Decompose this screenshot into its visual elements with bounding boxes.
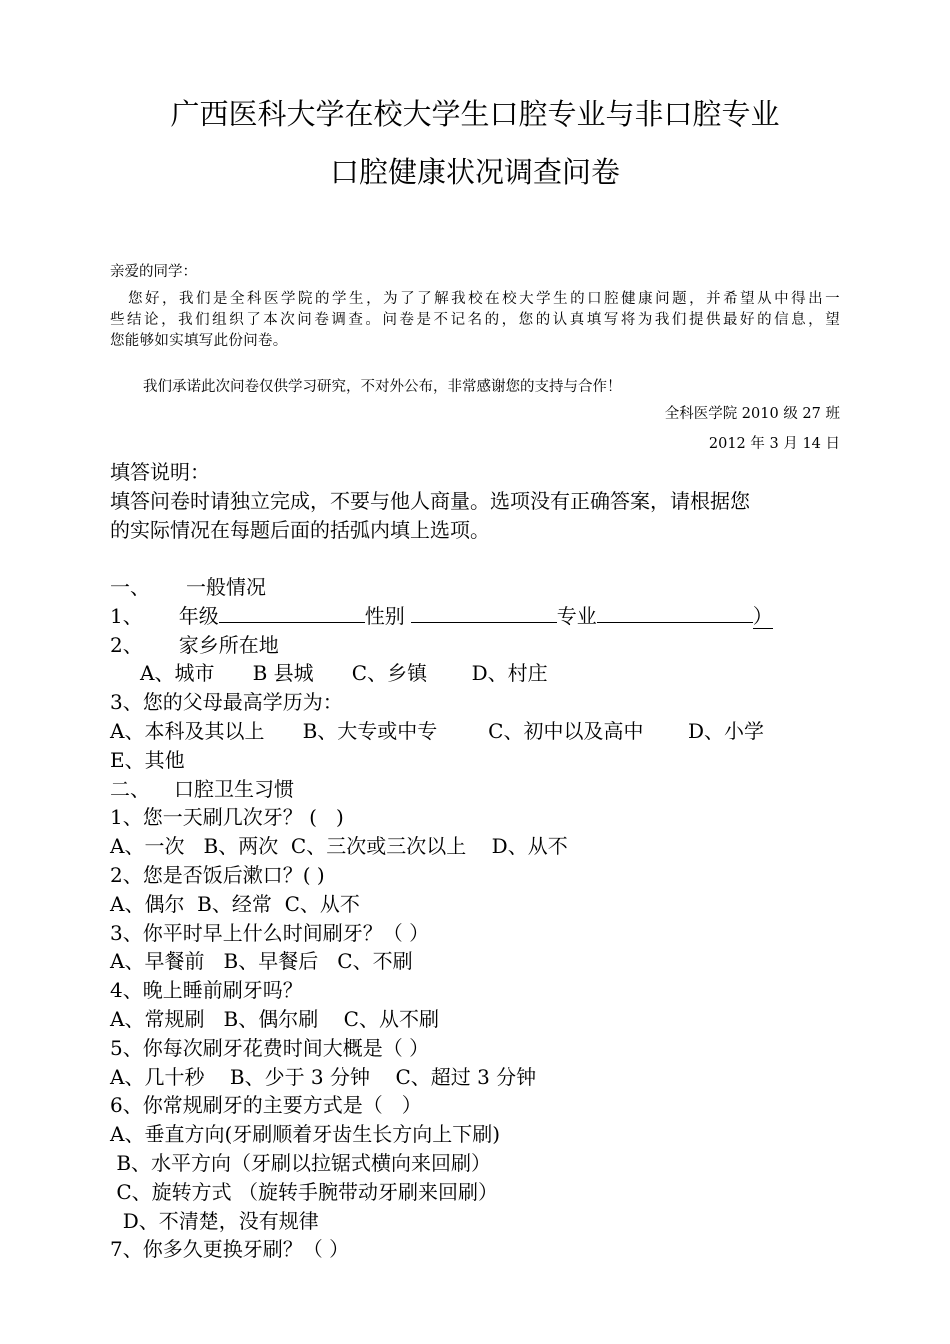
education-options-line2: E、其他 <box>110 747 185 772</box>
grade-blank[interactable] <box>219 602 365 623</box>
hometown-label: 家乡所在地 <box>178 632 279 657</box>
options-line: A、早餐前 B、早餐后 C、不刷 <box>110 949 413 974</box>
major-blank[interactable] <box>597 602 753 623</box>
greeting: 亲爱的同学： <box>110 264 197 280</box>
section1-title: 一般情况 <box>186 575 266 599</box>
options-line: A、几十秒 B、少于 3 分钟 C、超过 3 分钟 <box>110 1064 537 1089</box>
question-3-line: 3、您的父母最高学历为： <box>110 690 343 715</box>
gender-label: 性别 <box>364 603 405 628</box>
question-number: 2、 <box>110 632 143 657</box>
signature: 全科医学院 2010 级 27 班 <box>664 406 840 422</box>
instructions-heading: 填答说明： <box>110 460 210 484</box>
intro-paragraph <box>110 289 840 352</box>
question-line: 5、你每次刷牙花费时间大概是（ ） <box>110 1035 430 1060</box>
options-line: A、垂直方向(牙刷顺着牙齿生长方向上下刷) <box>110 1122 501 1147</box>
closing-paren: ） <box>752 603 773 628</box>
section2-number: 二、 <box>110 776 150 801</box>
instructions-line: 的实际情况在每题后面的括弧内填上选项。 <box>110 517 490 542</box>
options-line: C、旋转方式 （旋转手腕带动牙刷来回刷） <box>110 1179 499 1204</box>
instructions-line: 填答问卷时请独立完成，不要与他人商量。选项没有正确答案，请根据您 <box>110 488 750 513</box>
question-line: 7、你多久更换牙刷？（ ） <box>110 1237 350 1262</box>
section-general <box>110 573 840 1264</box>
question-2-line <box>110 631 840 660</box>
options-line: B、水平方向（牙刷以拉锯式横向来回刷） <box>110 1150 492 1175</box>
intro-paragraph-line: 些结论，我们组织了本次问卷调查。问卷是不记名的，您的认真填写将为我们提供最好的信息，望 <box>110 312 840 328</box>
question-line: 6、你常规刷牙的主要方式是（ ） <box>110 1093 422 1118</box>
date: 2012 年 3 月 14 日 <box>708 436 840 452</box>
options-line: D、不清楚，没有规律 <box>110 1208 319 1233</box>
intro-paragraph-line: 您好，我们是全科医学院的学生，为了了解我校在校大学生的口腔健康问题，并希望从中得出一 <box>128 291 840 307</box>
question-1-line <box>110 602 840 631</box>
question-number: 1、 <box>110 603 143 628</box>
options-line: A、常规刷 B、偶尔刷 C、从不刷 <box>110 1006 439 1031</box>
section1-number: 一、 <box>110 575 150 599</box>
education-options-line1: A、本科及其以上 B、大专或中专 C、初中以及高中 D、小学 <box>110 718 764 743</box>
promise-text: 我们承诺此次问卷仅供学习研究，不对外公布，非常感谢您的支持与合作！ <box>143 379 622 395</box>
hometown-options: A、城市 B 县城 C、乡镇 D、村庄 <box>140 661 548 686</box>
section1-heading <box>110 573 840 602</box>
major-label: 专业 <box>556 603 597 628</box>
section2-heading <box>110 775 840 804</box>
grade-label: 年级 <box>178 603 219 628</box>
section2-title: 口腔卫生习惯 <box>174 776 294 801</box>
document-title-line1: 广西医科大学在校大学生口腔专业与非口腔专业 <box>170 97 780 131</box>
gender-blank[interactable] <box>411 602 557 623</box>
intro-paragraph-line: 您能够如实填写此份问卷。 <box>110 333 288 349</box>
instructions <box>110 458 840 544</box>
question-line: 3、你平时早上什么时间刷牙？（ ） <box>110 920 430 945</box>
question-line: 2、您是否饭后漱口？( ) <box>110 862 325 887</box>
options-line: A、一次 B、两次 C、三次或三次以上 D、从不 <box>110 834 568 859</box>
question-line: 4、晚上睡前刷牙吗？ <box>110 978 303 1003</box>
question-line: 1、您一天刷几次牙？ ( ) <box>110 805 344 830</box>
options-line: A、偶尔 B、经常 C、从不 <box>110 891 360 916</box>
document-title-line2: 口腔健康状况调查问卷 <box>329 155 620 189</box>
